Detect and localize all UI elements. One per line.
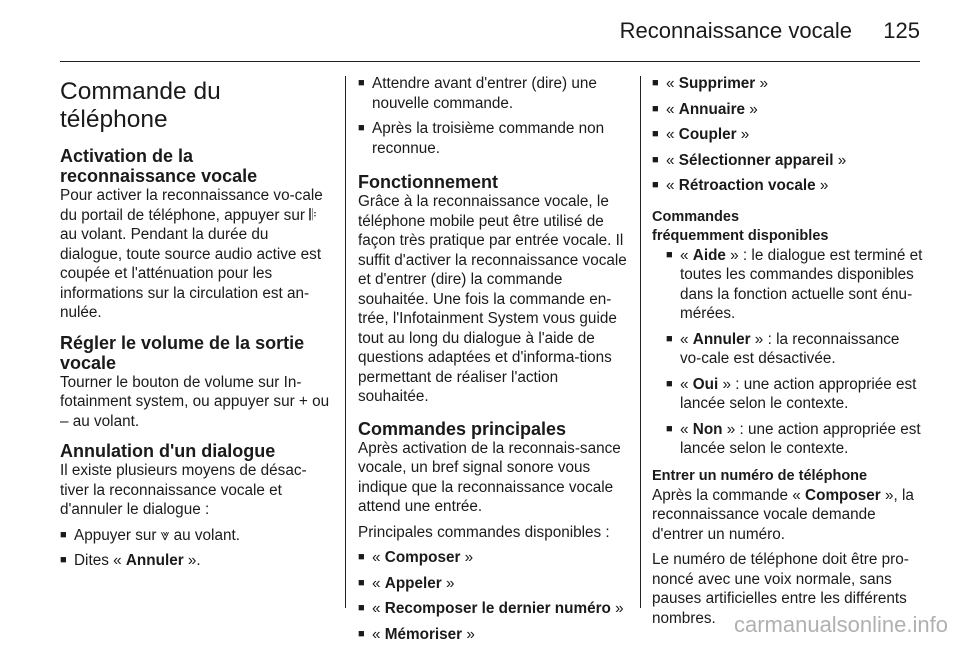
list-item <box>666 330 924 369</box>
list-item: ■ « Annuaire » <box>652 100 924 120</box>
column-2 <box>358 74 628 650</box>
subsection-heading: Commandes fréquemment disponibles <box>652 208 829 244</box>
list-item: ■ « Sélectionner appareil » <box>652 151 924 171</box>
list-item <box>60 551 330 571</box>
text: « <box>372 549 385 566</box>
command: Aide <box>692 246 726 264</box>
text: « <box>372 625 385 643</box>
command: Annuaire <box>678 100 746 118</box>
paragraph: Il existe plusieurs moyens de désac-tiver la reconnaissance vocale et d'annuler le dialogue : <box>60 462 307 518</box>
text: « <box>680 246 693 264</box>
text: » : le dialogue est terminé et toutes les commandes disponibles dans la fonction actuelle sont énu-mérées. <box>680 246 923 322</box>
column-divider <box>345 76 346 608</box>
command: Oui <box>692 375 719 393</box>
paragraph: Principales commandes disponibles : <box>358 523 610 541</box>
paragraph <box>60 186 330 323</box>
list-item <box>666 246 924 324</box>
subsection-heading: Annulation d'un dialogue <box>60 441 276 461</box>
list-item <box>358 625 628 645</box>
text: » <box>462 625 475 643</box>
text: Pour activer la reconnaissance vo-cale du portail de téléphone, appuyer sur <box>60 187 323 224</box>
text: » <box>441 574 455 592</box>
text: « <box>372 600 385 617</box>
text: « <box>666 177 679 194</box>
paragraph: Tourner le bouton de volume sur In-fotainment system, ou appuyer sur + ou – au volant. <box>60 373 330 430</box>
text: » <box>460 549 474 566</box>
command: Mémoriser <box>384 625 463 643</box>
voice-command-icon: 𝄆 <box>309 205 317 224</box>
command: Sélectionner appareil <box>678 151 834 169</box>
text: « <box>666 75 679 92</box>
command: Non <box>692 420 723 438</box>
column-1 <box>60 62 330 577</box>
text: » <box>610 600 624 617</box>
text: « <box>680 330 693 348</box>
end-call-icon: ⩔ <box>160 525 170 544</box>
list-item <box>358 548 628 568</box>
subsection-heading: Fonctionnement <box>358 172 498 192</box>
text: au volant. Pendant la durée du dialogue, toute source audio active est coupée et l'atténuation pour les informations sur la circulation est an-nulée. <box>60 226 322 321</box>
command: Rétroaction vocale <box>678 177 816 194</box>
list-item: ■ « Rétroaction vocale » <box>652 176 924 196</box>
watermark: carmanualsonline.info <box>733 612 948 637</box>
text: Après la commande « <box>652 486 806 504</box>
command: Supprimer <box>678 75 756 92</box>
list-item <box>666 375 924 414</box>
text: « <box>666 100 679 118</box>
text: au volant. <box>173 526 240 544</box>
command: Appeler <box>384 574 442 592</box>
text: » : une action appropriée est lancée selon le contexte. <box>680 420 921 457</box>
page-number: 125 <box>883 18 920 43</box>
text: « <box>680 420 693 438</box>
list-item: ■ Attendre avant d'entrer (dire) une nouvelle commande. <box>358 74 628 113</box>
paragraph: Après activation de la reconnais-sance vocale, un bref signal sonore vous indique que la reconnaissance vocale attend une entrée. <box>358 439 621 515</box>
paragraph <box>652 486 924 545</box>
command: Recomposer le dernier numéro <box>384 600 611 617</box>
column-divider <box>640 76 641 608</box>
paragraph: Grâce à la reconnaissance vocale, le téléphone mobile peut être utilisé de façon très pratique par entrée vocale. Il suffit d'activer la reconnaissance vocale et d'entrer (dire) la commande souhaitée. Une fois la commande en-trée, l'Infotainment System vous guide tout au long du dialogue à l'aide de questions adaptées et d'informa-tions permettant de réaliser l'action souhaitée. <box>358 193 627 405</box>
text: » : une action appropriée est lancée selon le contexte. <box>680 375 917 412</box>
text: « <box>680 375 693 393</box>
command: Composer <box>805 486 881 504</box>
paragraph: Le numéro de téléphone doit être pro-noncé avec une voix normale, sans pauses artificielles entre les différents nombres. <box>652 551 909 627</box>
list-item <box>358 599 628 619</box>
list-item <box>60 526 330 546</box>
column-3 <box>652 74 924 634</box>
list-item: ■ « Supprimer » <box>652 74 924 94</box>
text: » : la reconnaissance vo-cale est désactivée. <box>680 330 900 367</box>
command: Annuler <box>125 552 184 569</box>
subsection-heading: Activation de la reconnaissance vocale <box>60 146 258 186</box>
text: « <box>666 126 679 143</box>
subsection-heading: Commandes principales <box>358 418 567 439</box>
subsection-heading: Entrer un numéro de téléphone <box>652 467 868 484</box>
text: », la reconnaissance vocale demande d'entrer un numéro. <box>652 486 914 543</box>
frequent-commands-list <box>652 246 924 459</box>
subsection-heading: Régler le volume de la sortie vocale <box>60 332 305 373</box>
text: « <box>372 574 385 592</box>
command: Coupler <box>678 126 737 143</box>
header-title: Reconnaissance vocale <box>619 18 852 43</box>
text: Appuyer sur <box>74 526 157 544</box>
text: ». <box>183 552 201 569</box>
command: Annuler <box>692 330 751 348</box>
list-item: ■ Après la troisième commande non reconnue. <box>358 119 628 158</box>
text: « <box>666 151 679 169</box>
text: Dites « <box>74 552 126 569</box>
section-title: Commande du téléphone <box>60 78 221 133</box>
list-item <box>358 574 628 594</box>
page-header <box>0 0 960 62</box>
list-item: ■ « Coupler » <box>652 125 924 145</box>
list-item <box>666 420 924 459</box>
command: Composer <box>384 549 461 566</box>
